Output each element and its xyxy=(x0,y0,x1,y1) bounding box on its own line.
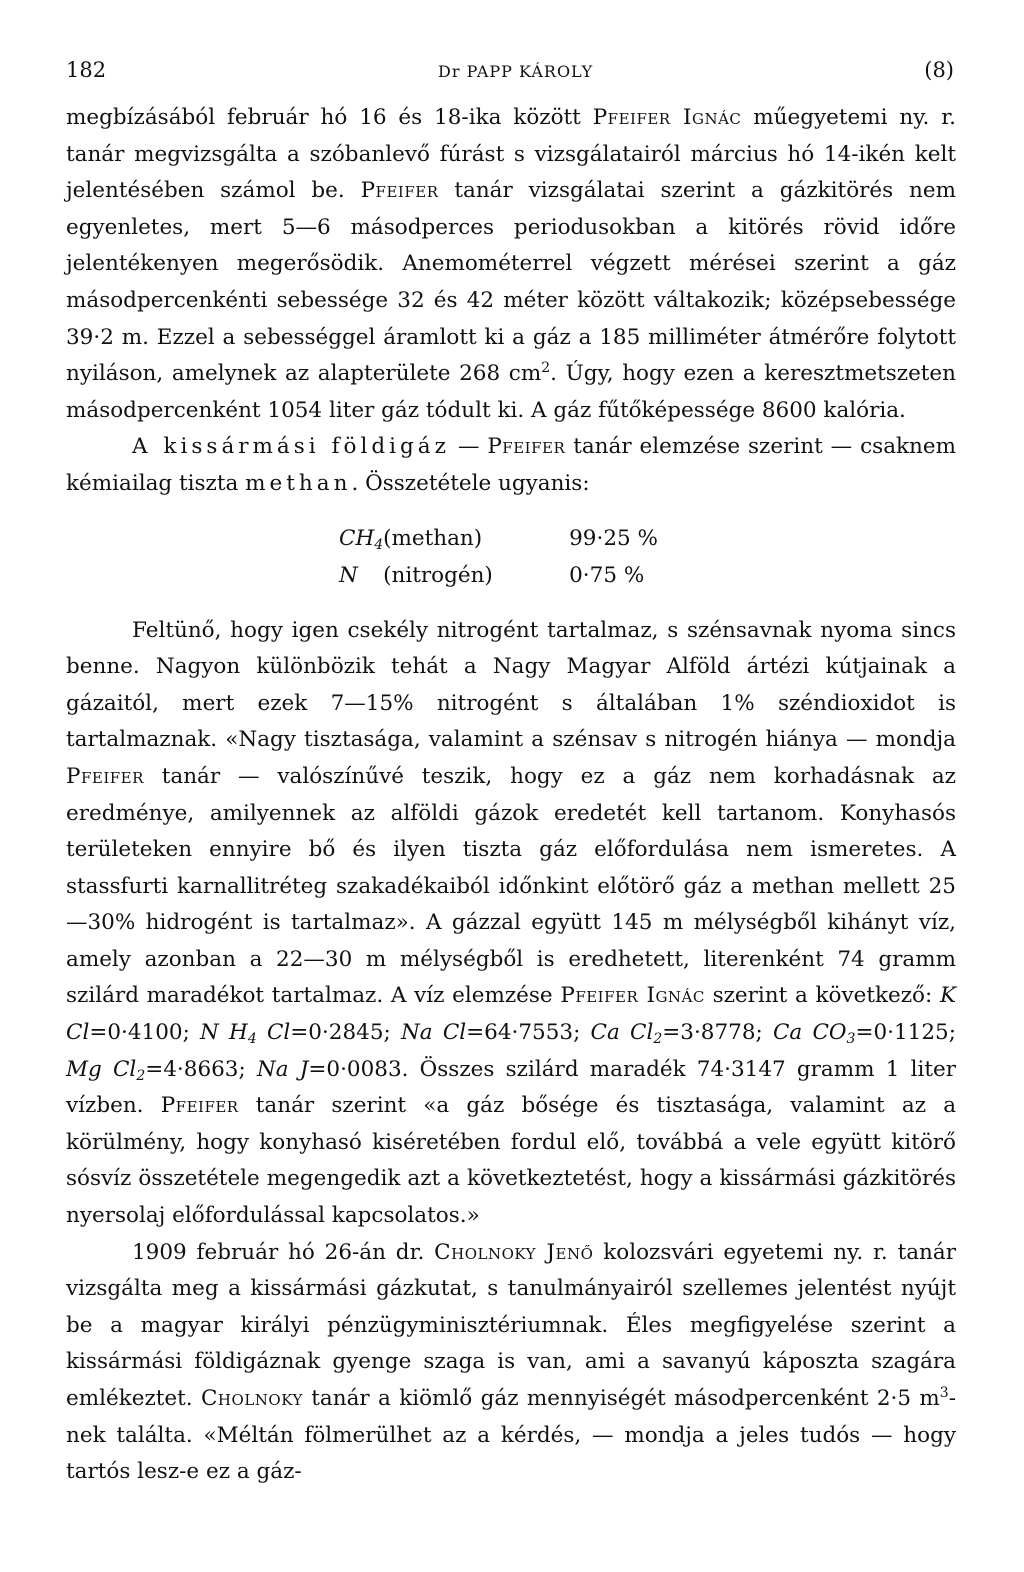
formula: K Cl xyxy=(66,983,956,1046)
running-title: Dr PAPP KÁROLY xyxy=(438,62,594,81)
formula: Mg $Cl_2$ xyxy=(66,1056,146,1084)
author-name: Pfeifer Ignác xyxy=(592,105,742,130)
author-name: Cholnoky Jenő xyxy=(434,1239,594,1265)
component-value: 99·25 % xyxy=(569,525,658,551)
body-text xyxy=(66,100,956,1491)
page-number: 182 xyxy=(66,58,107,82)
author-name: Cholnoky xyxy=(200,1386,303,1411)
spaced-emphasis: A kissármási földigáz xyxy=(132,434,450,460)
paragraph-1: megbízásából február hó 16 és 18-ika között Pfeifer Ignác műegyetemi ny. r. tanár megvizsgálta a szóbanlevő fúrást s vizsgálatairól március hó 14-ikén kelt jelentésében számol be. Pfeifer tanár vizsgálatai szerint a gázkitörés nem egyenletes, mert 5—6 másodperces periodusokban a kitörés rövid időre jelentékenyen megerősödik. Anemométerrel végzett mérései szerint a gáz másodpercenkénti sebessége 32 és 42 méter között váltakozik; középsebessége 39·2 m. Ezzel a sebességgel áramlott ki a gáz a 185 milliméter átmérőre folytott nyiláson, amelynek az alapterülete 268 $cm^2$. Úgy, hogy ezen a keresztmetszeten másodpercenként 1054 liter gáz tódult ki. A gáz fűtőképessége 8600 kalória. xyxy=(66,105,956,423)
section-number: (8) xyxy=(924,58,954,82)
chemical-symbol: $CH_4$ xyxy=(339,525,384,553)
author-name: Pfeifer xyxy=(66,763,144,789)
table-row xyxy=(339,521,658,558)
author-name: Pfeifer xyxy=(360,178,439,204)
author-name: Pfeifer xyxy=(160,1093,239,1119)
chemical-symbol: N xyxy=(339,562,358,588)
formula: Na Cl xyxy=(400,1020,467,1046)
spaced-emphasis: methan xyxy=(245,470,352,496)
formula: Ca $Cl_2$ xyxy=(590,1020,663,1048)
formula: Na J xyxy=(256,1056,309,1082)
paragraph-3: Feltünő, hogy igen csekély nitrogént tartalmaz, s szénsavnak nyoma sincs benne. Nagyon különbözik tehát a Nagy Magyar Alföld ártézi kútjainak a gázaitól, mert ezek 7—15% nitrogént s általában 1% széndioxidot is tartalmaznak. «Nagy tisztasága, valamint a szénsav s nitrogén hiánya — mondja Pfeifer tanár — valószínűvé teszik, hogy ez a gáz nem korhadásnak az eredménye, amilyennek az alföldi gázok eredetét kell tartanom. Konyhasós területeken ennyire bő és ilyen tiszta gáz előfordulása nem ismeretes. A stassfurti karnallitréteg szakadékaiból időnkint előtörő gáz a methan mellett 25—30% hidrogént is tartalmaz». A gázzal együtt 145 m mélységből kihányt víz, amely azonban a 22—30 m mélységből is eredhetett, literenként 74 gramm szilárd maradékot tartalmaz. A víz elemzése Pfeifer Ignác szerint a következő: K Cl=0·4100; N $H_4$ Cl=0·2845; Na Cl=64·7553; Ca $Cl_2=3\cdot 8778$; Ca $CO_3=0\cdot 1125$; Mg $Cl_2=4\cdot 8663$; Na J=0·0083. Összes szilárd maradék 74·3147 gramm 1 liter vízben. Pfeifer tanár szerint «a gáz bősége és tisztasága, valamint az a körülmény, hogy konyhasó kiséretében fordul elő, továbbá a vele együtt kitörő sósvíz összetétele megengedik azt a következtetést, hogy a kissármási gázkitörés nyersolaj előfordulással kapcsolatos.» xyxy=(66,617,957,1229)
component-value: 0·75 % xyxy=(569,562,645,588)
page-header xyxy=(66,58,954,90)
paragraph-2: A kissármási földigáz — Pfeifer tanár elemzése szerint — csaknem kémiailag tiszta methan. Összetétele ugyanis: xyxy=(66,434,957,496)
author-name: Pfeifer xyxy=(487,434,566,460)
author-name: Pfeifer Ignác xyxy=(560,983,705,1009)
paragraph-4: 1909 február hó 26-án dr. Cholnoky Jenő kolozsvári egyetemi ny. r. tanár vizsgálta meg a kissármási gázkutat, s tanulmányairól szellemes jelentést nyújt be a magyar királyi pénzügyminisztériumnak. Éles megfigyelése szerint a kissármási földigáznak gyenge szaga is van, ami a savanyú káposzta szagára emlékeztet. Cholnoky tanár a kiömlő gáz mennyiségét másodpercenként 2·5 $m^3$-nek találta. «Méltán fölmerülhet az a kérdés, — mondja a jeles tudós — hogy tartós lesz-e ez a gáz- xyxy=(66,1239,956,1485)
table-row xyxy=(339,558,658,595)
component-name: (nitrogén) xyxy=(383,562,493,588)
composition-table xyxy=(339,521,658,595)
formula: N $H_4$ Cl xyxy=(200,1020,291,1048)
component-name: (methan) xyxy=(383,525,483,551)
formula: Ca $CO_3$ xyxy=(772,1020,856,1048)
